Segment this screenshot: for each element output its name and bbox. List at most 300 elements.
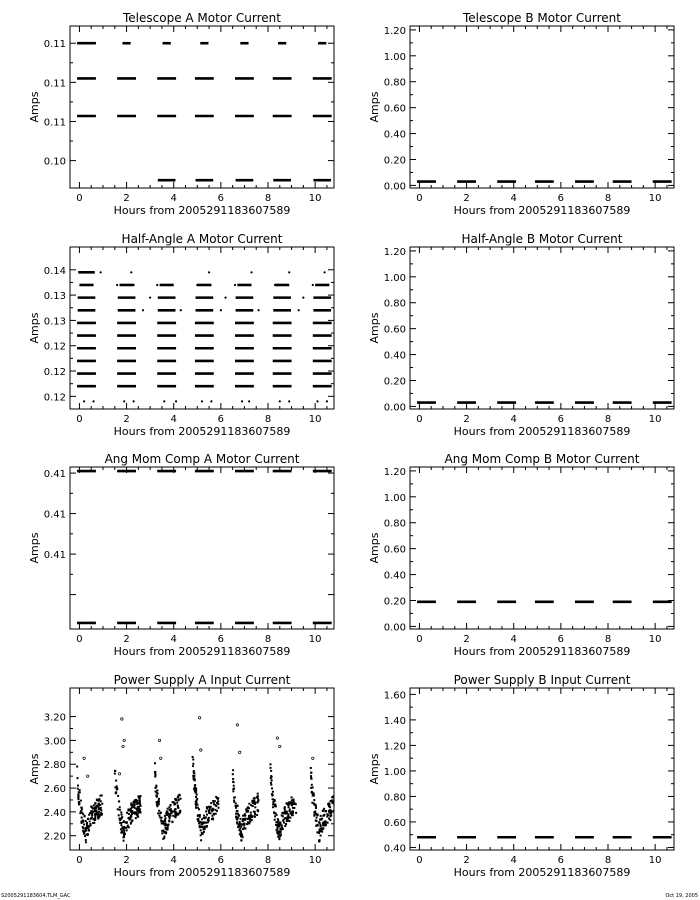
data-point — [95, 813, 97, 815]
data-point — [93, 822, 95, 824]
data-point — [288, 804, 290, 806]
data-point — [283, 822, 285, 824]
data-point — [85, 841, 87, 843]
data-point — [168, 819, 170, 821]
data-point — [270, 782, 272, 784]
data-point — [155, 774, 157, 776]
data-point — [158, 798, 160, 800]
x-tick-label: 8 — [604, 634, 612, 645]
data-point — [197, 807, 199, 809]
data-outlier — [160, 757, 162, 759]
x-tick-label: 2 — [463, 634, 470, 645]
data-point — [77, 798, 79, 800]
data-point — [279, 400, 281, 402]
data-point — [310, 772, 312, 774]
data-point — [291, 796, 293, 798]
data-point — [154, 771, 156, 773]
data-point — [276, 829, 278, 831]
data-point — [174, 812, 176, 814]
data-point — [272, 798, 274, 800]
data-point — [126, 826, 128, 828]
data-point — [272, 806, 274, 808]
y-tick-label: 0.80 — [383, 792, 406, 804]
data-point — [85, 839, 87, 841]
y-tick-label: 2.60 — [43, 784, 66, 796]
data-point — [136, 813, 138, 815]
data-point — [114, 770, 116, 772]
data-point — [330, 812, 332, 814]
data-point — [81, 284, 83, 286]
y-tick-label: 0.80 — [383, 518, 406, 530]
y-tick-label: 2.80 — [43, 760, 66, 772]
data-point — [280, 830, 282, 832]
data-point — [162, 823, 164, 825]
x-tick-label: 10 — [648, 414, 662, 425]
data-point — [83, 823, 85, 825]
data-point — [83, 400, 85, 402]
plot-frame — [70, 247, 334, 409]
data-point — [134, 804, 136, 806]
data-point — [302, 297, 304, 299]
data-point — [313, 802, 315, 804]
chart-title: Power Supply A Input Current — [113, 673, 291, 687]
data-point — [284, 825, 286, 827]
y-axis-label: Amps — [28, 312, 41, 344]
data-point — [97, 806, 99, 808]
data-point — [123, 830, 125, 832]
data-point — [85, 820, 87, 822]
data-point — [94, 817, 96, 819]
data-point — [318, 831, 320, 833]
y-axis-label: Amps — [368, 91, 381, 123]
data-point — [139, 798, 141, 800]
chart-panel-5 — [28, 452, 334, 658]
data-point — [288, 820, 290, 822]
x-axis-label: Hours from 2005291183607589 — [453, 425, 631, 438]
data-point — [171, 812, 173, 814]
y-tick-label: 0.40 — [383, 843, 406, 855]
data-point — [156, 789, 158, 791]
chart-panel-4 — [368, 232, 674, 438]
y-axis-label: Amps — [368, 753, 381, 785]
data-point — [123, 820, 125, 822]
data-point — [255, 802, 257, 804]
data-point — [200, 829, 202, 831]
data-point — [84, 830, 86, 832]
data-outlier — [276, 737, 278, 739]
data-point — [205, 816, 207, 818]
data-point — [213, 813, 215, 815]
x-axis-label: Hours from 2005291183607589 — [453, 204, 631, 217]
data-point — [318, 840, 320, 842]
data-point — [180, 309, 182, 311]
data-point — [292, 810, 294, 812]
data-point — [246, 809, 248, 811]
data-point — [164, 832, 166, 834]
data-point — [194, 784, 196, 786]
y-axis-label: Amps — [368, 532, 381, 564]
data-point — [98, 811, 100, 813]
data-point — [257, 801, 259, 803]
data-point — [286, 803, 288, 805]
y-tick-label: 0.12 — [43, 392, 66, 404]
data-point — [242, 828, 244, 830]
data-point — [291, 799, 293, 801]
data-point — [123, 836, 125, 838]
data-point — [167, 828, 169, 830]
data-point — [298, 309, 300, 311]
data-point — [334, 812, 336, 814]
data-point — [291, 802, 293, 804]
y-tick-label: 0.20 — [383, 376, 406, 388]
data-point — [295, 812, 297, 814]
data-point — [208, 271, 210, 273]
data-point — [84, 815, 86, 817]
data-point — [284, 811, 286, 813]
data-point — [271, 795, 273, 797]
data-point — [131, 807, 133, 809]
plot-frame — [410, 26, 674, 188]
x-tick-label: 4 — [170, 414, 177, 425]
y-tick-label: 1.20 — [383, 246, 406, 258]
data-point — [101, 803, 103, 805]
data-point — [138, 809, 140, 811]
data-point — [317, 814, 319, 816]
data-point — [77, 788, 79, 790]
data-point — [322, 822, 324, 824]
chart-panel-6 — [368, 452, 674, 658]
y-tick-label: 0.60 — [383, 324, 406, 336]
data-point — [313, 795, 315, 797]
y-tick-label: 0.14 — [43, 265, 66, 277]
data-point — [88, 814, 90, 816]
data-point — [288, 400, 290, 402]
data-point — [161, 822, 163, 824]
data-point — [87, 834, 89, 836]
x-tick-label: 0 — [76, 855, 83, 866]
data-point — [287, 816, 289, 818]
data-point — [172, 801, 174, 803]
data-point — [93, 807, 95, 809]
x-tick-label: 4 — [510, 634, 517, 645]
data-point — [193, 778, 195, 780]
x-tick-label: 10 — [308, 634, 322, 645]
x-tick-label: 0 — [416, 193, 423, 204]
x-axis-label: Hours from 2005291183607589 — [113, 204, 291, 217]
data-point — [120, 828, 122, 830]
data-point — [215, 805, 217, 807]
data-point — [195, 807, 197, 809]
data-point — [130, 271, 132, 273]
data-point — [330, 810, 332, 812]
data-point — [130, 816, 132, 818]
data-point — [213, 801, 215, 803]
data-point — [81, 812, 83, 814]
x-tick-label: 2 — [123, 193, 130, 204]
x-tick-label: 8 — [264, 193, 272, 204]
data-point — [324, 824, 326, 826]
data-area — [77, 271, 332, 402]
data-point — [316, 400, 318, 402]
data-outlier — [312, 757, 314, 759]
y-tick-label: 1.20 — [383, 25, 406, 37]
data-point — [238, 814, 240, 816]
data-point — [134, 801, 136, 803]
data-point — [121, 816, 123, 818]
data-point — [312, 786, 314, 788]
data-point — [334, 804, 336, 806]
data-point — [251, 800, 253, 802]
data-point — [161, 832, 163, 834]
data-point — [273, 799, 275, 801]
data-point — [172, 815, 174, 817]
data-point — [91, 810, 93, 812]
data-point — [235, 816, 237, 818]
data-point — [135, 817, 137, 819]
data-point — [123, 834, 125, 836]
data-point — [224, 297, 226, 299]
data-point — [273, 811, 275, 813]
data-outlier — [236, 724, 238, 726]
data-point — [123, 832, 125, 834]
data-point — [115, 792, 117, 794]
data-point — [101, 813, 103, 815]
data-point — [311, 792, 313, 794]
x-tick-label: 6 — [217, 634, 225, 645]
data-point — [270, 767, 272, 769]
data-point — [272, 791, 274, 793]
data-point — [84, 835, 86, 837]
x-tick-label: 0 — [76, 634, 83, 645]
data-point — [91, 806, 93, 808]
data-outlier — [198, 717, 200, 719]
data-point — [212, 808, 214, 810]
plot-frame — [70, 467, 334, 629]
data-point — [278, 830, 280, 832]
data-point — [94, 819, 96, 821]
data-point — [248, 400, 250, 402]
data-point — [123, 840, 125, 842]
x-tick-label: 0 — [76, 193, 83, 204]
y-tick-label: 0.12 — [43, 341, 66, 353]
data-point — [323, 808, 325, 810]
data-point — [154, 787, 156, 789]
x-tick-label: 6 — [557, 193, 565, 204]
data-point — [315, 825, 317, 827]
data-point — [326, 400, 328, 402]
y-tick-label: 2.20 — [43, 831, 66, 843]
data-point — [157, 812, 159, 814]
data-point — [282, 815, 284, 817]
y-tick-label: 0.41 — [43, 509, 66, 521]
x-tick-label: 10 — [308, 855, 322, 866]
x-axis-label: Hours from 2005291183607589 — [113, 866, 291, 879]
data-point — [156, 801, 158, 803]
data-point — [79, 803, 81, 805]
data-point — [97, 803, 99, 805]
data-point — [277, 836, 279, 838]
data-point — [279, 828, 281, 830]
data-point — [199, 816, 201, 818]
data-point — [240, 831, 242, 833]
data-area — [77, 471, 332, 623]
y-tick-label: 0.60 — [383, 544, 406, 556]
data-point — [134, 799, 136, 801]
data-point — [77, 785, 79, 787]
data-point — [206, 825, 208, 827]
data-point — [128, 813, 130, 815]
x-tick-label: 10 — [648, 634, 662, 645]
data-point — [207, 821, 209, 823]
data-point — [254, 813, 256, 815]
data-point — [326, 284, 328, 286]
x-tick-label: 2 — [463, 414, 470, 425]
chart-title: Power Supply B Input Current — [453, 673, 631, 687]
data-point — [203, 827, 205, 829]
data-point — [159, 812, 161, 814]
data-point — [128, 808, 130, 810]
data-point — [315, 807, 317, 809]
data-point — [97, 817, 99, 819]
data-point — [232, 790, 234, 792]
y-axis-label: Amps — [28, 753, 41, 785]
data-point — [320, 835, 322, 837]
data-point — [156, 795, 158, 797]
x-tick-label: 4 — [510, 855, 517, 866]
data-point — [196, 284, 198, 286]
data-point — [254, 816, 256, 818]
data-point — [88, 829, 90, 831]
x-tick-label: 0 — [416, 414, 423, 425]
data-point — [98, 807, 100, 809]
x-tick-label: 0 — [416, 855, 423, 866]
data-point — [196, 793, 198, 795]
data-point — [241, 400, 243, 402]
data-point — [248, 284, 250, 286]
data-point — [86, 823, 88, 825]
data-point — [316, 817, 318, 819]
data-point — [239, 823, 241, 825]
data-point — [240, 826, 242, 828]
data-point — [177, 806, 179, 808]
x-tick-label: 8 — [604, 855, 612, 866]
data-point — [250, 271, 252, 273]
x-tick-label: 2 — [123, 634, 130, 645]
data-point — [192, 763, 194, 765]
data-point — [157, 792, 159, 794]
data-point — [161, 817, 163, 819]
x-tick-label: 2 — [463, 193, 470, 204]
data-point — [116, 284, 118, 286]
data-point — [175, 816, 177, 818]
data-point — [200, 821, 202, 823]
x-tick-label: 10 — [648, 855, 662, 866]
data-point — [239, 821, 241, 823]
data-point — [120, 811, 122, 813]
data-point — [257, 809, 259, 811]
data-point — [244, 815, 246, 817]
data-point — [326, 813, 328, 815]
x-tick-label: 0 — [416, 634, 423, 645]
data-point — [275, 821, 277, 823]
data-point — [215, 813, 217, 815]
x-tick-label: 8 — [264, 634, 272, 645]
data-point — [195, 791, 197, 793]
data-point — [164, 815, 166, 817]
data-point — [155, 785, 157, 787]
data-point — [154, 762, 156, 764]
data-point — [86, 827, 88, 829]
x-tick-label: 8 — [264, 855, 272, 866]
x-tick-label: 6 — [217, 414, 225, 425]
data-point — [269, 763, 271, 765]
data-outlier — [86, 775, 88, 777]
data-point — [256, 814, 258, 816]
data-point — [257, 793, 259, 795]
data-point — [284, 807, 286, 809]
data-point — [193, 770, 195, 772]
data-point — [91, 816, 93, 818]
data-point — [274, 815, 276, 817]
data-point — [250, 812, 252, 814]
chart-panel-8 — [368, 673, 674, 879]
data-point — [131, 804, 133, 806]
data-point — [119, 819, 121, 821]
data-point — [251, 819, 253, 821]
x-tick-label: 6 — [557, 414, 565, 425]
plot-frame — [410, 467, 674, 629]
data-point — [114, 786, 116, 788]
chart-title: Half-Angle B Motor Current — [461, 232, 623, 246]
x-tick-label: 8 — [264, 414, 272, 425]
data-point — [115, 780, 117, 782]
y-tick-label: 0.20 — [383, 155, 406, 167]
data-point — [82, 821, 84, 823]
data-point — [170, 815, 172, 817]
data-point — [313, 799, 315, 801]
data-point — [149, 297, 151, 299]
y-tick-label: 1.00 — [383, 766, 406, 778]
data-point — [137, 815, 139, 817]
data-point — [119, 806, 121, 808]
data-point — [136, 808, 138, 810]
x-tick-label: 4 — [170, 855, 177, 866]
data-point — [199, 826, 201, 828]
data-point — [208, 817, 210, 819]
data-point — [197, 815, 199, 817]
data-point — [138, 806, 140, 808]
y-axis-label: Amps — [28, 91, 41, 123]
data-point — [169, 817, 171, 819]
data-point — [117, 795, 119, 797]
data-point — [81, 809, 83, 811]
data-point — [129, 810, 131, 812]
data-point — [79, 812, 81, 814]
data-point — [237, 826, 239, 828]
data-point — [175, 400, 177, 402]
y-axis-label: Amps — [28, 532, 41, 564]
data-point — [210, 400, 212, 402]
x-tick-label: 10 — [308, 193, 322, 204]
data-point — [242, 815, 244, 817]
data-point — [216, 802, 218, 804]
plot-frame — [410, 688, 674, 850]
data-point — [322, 810, 324, 812]
data-point — [313, 815, 315, 817]
data-point — [203, 817, 205, 819]
x-tick-label: 8 — [604, 193, 612, 204]
data-point — [330, 800, 332, 802]
